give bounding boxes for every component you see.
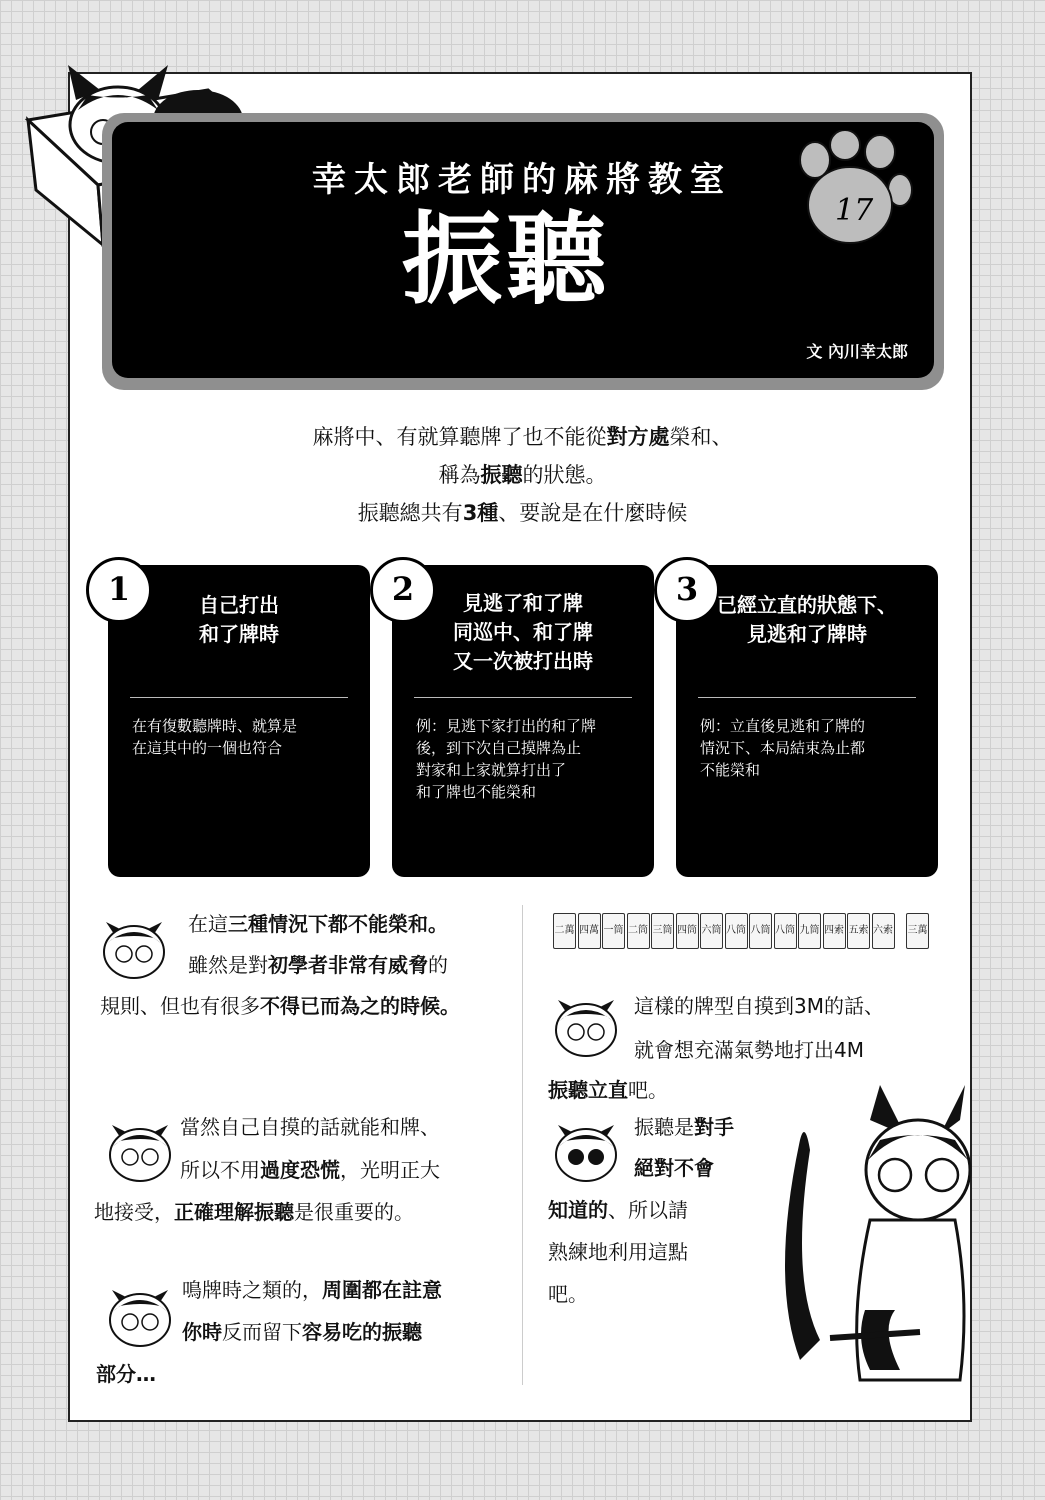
intro-text: 麻將中、有就算聽牌了也不能從對方處榮和、 稱為振聽的狀態。 振聽總共有3種、要說是在什麼時候 <box>312 425 733 525</box>
left-paragraph-1a: 在這三種情況下都不能榮和。 <box>188 912 448 936</box>
mahjong-tile: 六索 <box>872 913 895 949</box>
sitting-cat-illustration <box>760 1080 980 1400</box>
left-paragraph-3b: 你時反而留下容易吃的振聽 <box>182 1320 422 1344</box>
right-paragraph-2b: 絕對不會 <box>634 1156 714 1180</box>
left-paragraph-3a: 鳴牌時之類的，周圍都在註意 <box>182 1278 442 1302</box>
mahjong-tile: 三萬 <box>906 913 929 949</box>
right-paragraph-1a: 這樣的牌型自摸到3M的話、 <box>634 994 884 1018</box>
case-heading: 自己打出 和了牌時 <box>199 593 279 646</box>
left-paragraph-1c: 規則、但也有很多不得已而為之的時候。 <box>100 994 460 1018</box>
left-paragraph-2a: 當然自己自摸的話就能和牌、 <box>180 1115 440 1139</box>
case-number-badge: 2 <box>370 557 436 623</box>
mahjong-tile: 四萬 <box>578 913 601 949</box>
mahjong-tile: 八筒 <box>725 913 748 949</box>
cat-face-icon <box>550 1115 622 1185</box>
lesson-number: 17 <box>835 193 874 228</box>
paw-number-badge <box>795 130 915 250</box>
case-description: 例：見逃下家打出的和了牌 後，到下次自己摸牌為止 對家和上家就算打出了 和了牌也不能榮和 <box>416 717 597 801</box>
author-credit: 文 內川幸太郎 <box>806 342 908 361</box>
right-paragraph-2a: 振聽是對手 <box>634 1115 734 1139</box>
mahjong-tile: 六筒 <box>700 913 723 949</box>
series-title: 幸太郎老師的麻將教室 <box>312 160 732 200</box>
cat-face-icon <box>104 1280 176 1350</box>
left-paragraph-2c: 地接受，正確理解振聽是很重要的。 <box>94 1200 414 1224</box>
right-paragraph-2c: 知道的、所以請 <box>548 1198 688 1222</box>
mahjong-tile: 二萬 <box>553 913 576 949</box>
left-paragraph-2b: 所以不用過度恐慌，光明正大 <box>180 1158 440 1182</box>
mahjong-tile: 四筒 <box>676 913 699 949</box>
page-title: 振聽 <box>402 201 610 318</box>
right-paragraph-1b: 就會想充滿氣勢地打出4M <box>634 1038 864 1062</box>
card-divider <box>698 697 916 698</box>
left-paragraph-1b: 雖然是對初學者非常有威脅的 <box>188 953 448 977</box>
cat-face-icon <box>550 990 622 1060</box>
case-number-badge: 1 <box>86 557 152 623</box>
case-number-badge: 3 <box>654 557 720 623</box>
furiten-case-card-2 <box>392 565 654 877</box>
left-paragraph-3c: 部分… <box>96 1362 156 1386</box>
case-description: 在有復數聽牌時、就算是 在這其中的一個也符合 <box>132 717 298 757</box>
cat-face-icon <box>98 912 170 982</box>
mahjong-tile: 九筒 <box>798 913 821 949</box>
column-divider <box>522 905 523 1385</box>
right-paragraph-1c: 振聽立直吧。 <box>548 1078 668 1102</box>
mahjong-tile: 五索 <box>847 913 870 949</box>
right-paragraph-2d: 熟練地利用這點 <box>548 1240 688 1264</box>
furiten-case-card-1 <box>108 565 370 877</box>
cat-face-icon <box>104 1115 176 1185</box>
mahjong-tile: 三筒 <box>651 913 674 949</box>
card-divider <box>130 697 348 698</box>
mahjong-tile: 一筒 <box>602 913 625 949</box>
right-paragraph-2e: 吧。 <box>548 1282 588 1306</box>
case-heading: 見逃了和了牌 同巡中、和了牌 又一次被打出時 <box>453 591 593 673</box>
mahjong-tile: 二筒 <box>627 913 650 949</box>
mahjong-tile: 四索 <box>823 913 846 949</box>
furiten-case-card-3 <box>676 565 938 877</box>
case-heading: 已經立直的狀態下、 見逃和了牌時 <box>717 593 897 646</box>
mahjong-tile: 八筒 <box>749 913 772 949</box>
mahjong-tile: 八筒 <box>774 913 797 949</box>
case-description: 例：立直後見逃和了牌的 情況下、本局結束為止都 不能榮和 <box>700 717 866 779</box>
card-divider <box>414 697 632 698</box>
